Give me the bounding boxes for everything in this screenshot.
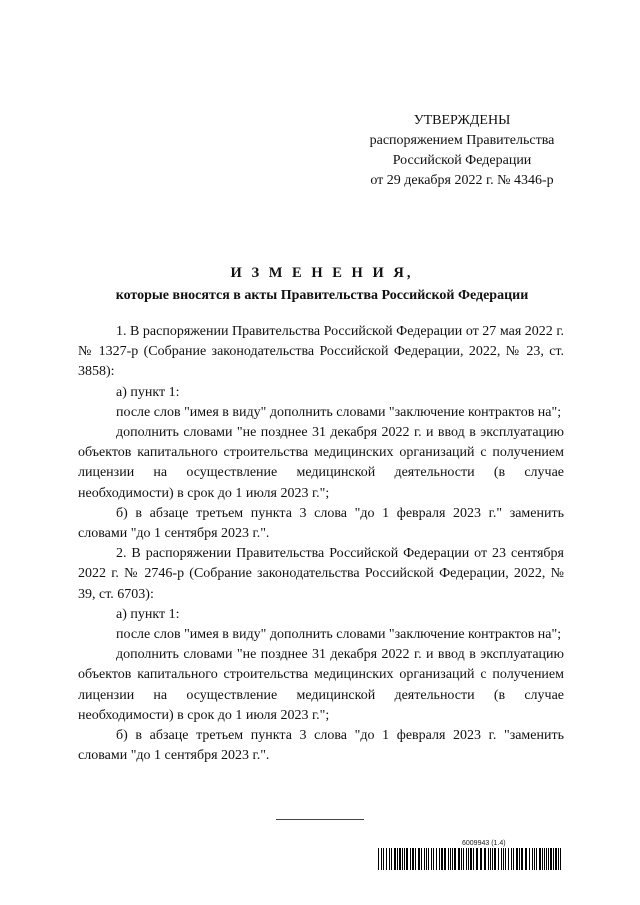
paragraph: после слов "имея в виду" дополнить словами "заключение контрактов на"; (116, 627, 562, 643)
document-title: И З М Е Н Е Н И Я, (230, 265, 414, 281)
barcode-number: 6009943 (1.4) (462, 840, 506, 847)
paragraph: дополнить словами "не позднее 31 декабря 2022 г. и ввод в эксплуатацию объектов капитального строительства медицинских организаций с получением лицензии на осуществление медицинской деятельности (в случае необходимости) в срок до 1 июля 2023 г."; (78, 647, 564, 723)
paragraph: а) пункт 1: (116, 384, 180, 400)
paragraph: после слов "имея в виду" дополнить словами "заключение контрактов на"; (116, 404, 562, 420)
approval-country: Российской Федерации (392, 153, 532, 168)
barcode-image (378, 848, 564, 870)
approval-issuer: распоряжением Правительства (369, 133, 555, 148)
paragraph: б) в абзаце третьем пункта 3 слова "до 1 февраля 2023 г. "заменить словами "до 1 сентября 2023 г.". (78, 728, 564, 764)
paragraph: дополнить словами "не позднее 31 декабря 2022 г. и ввод в эксплуатацию объектов капитального строительства медицинских организаций с получением лицензии на осуществление медицинской деятельности (в случае необходимости) в срок до 1 июля 2023 г."; (78, 425, 564, 501)
paragraph: б) в абзаце третьем пункта 3 слова "до 1 февраля 2023 г." заменить словами "до 1 сентября 2023 г.". (78, 505, 564, 542)
approval-title: УТВЕРЖДЕНЫ (413, 113, 511, 128)
paragraph: а) пункт 1: (116, 606, 180, 622)
paragraph: 2. В распоряжении Правительства Российской Федерации от 23 сентября 2022 г. № 2746-р (Собрание законодательства Российской Федерации, 2022, № 39, ст. 6703): (78, 546, 564, 602)
closing-rule (276, 819, 364, 820)
paragraph: 1. В распоряжении Правительства Российской Федерации от 27 мая 2022 г. № 1327-р (Собрание законодательства Российской Федерации, 2022, № 23, ст. 3858): (78, 324, 564, 380)
document-subtitle: которые вносятся в акты Правительства Российской Федерации (115, 288, 529, 303)
approval-date-number: от 29 декабря 2022 г. № 4346-р (370, 173, 554, 188)
document-body (78, 322, 564, 766)
approval-stamp (340, 111, 584, 191)
